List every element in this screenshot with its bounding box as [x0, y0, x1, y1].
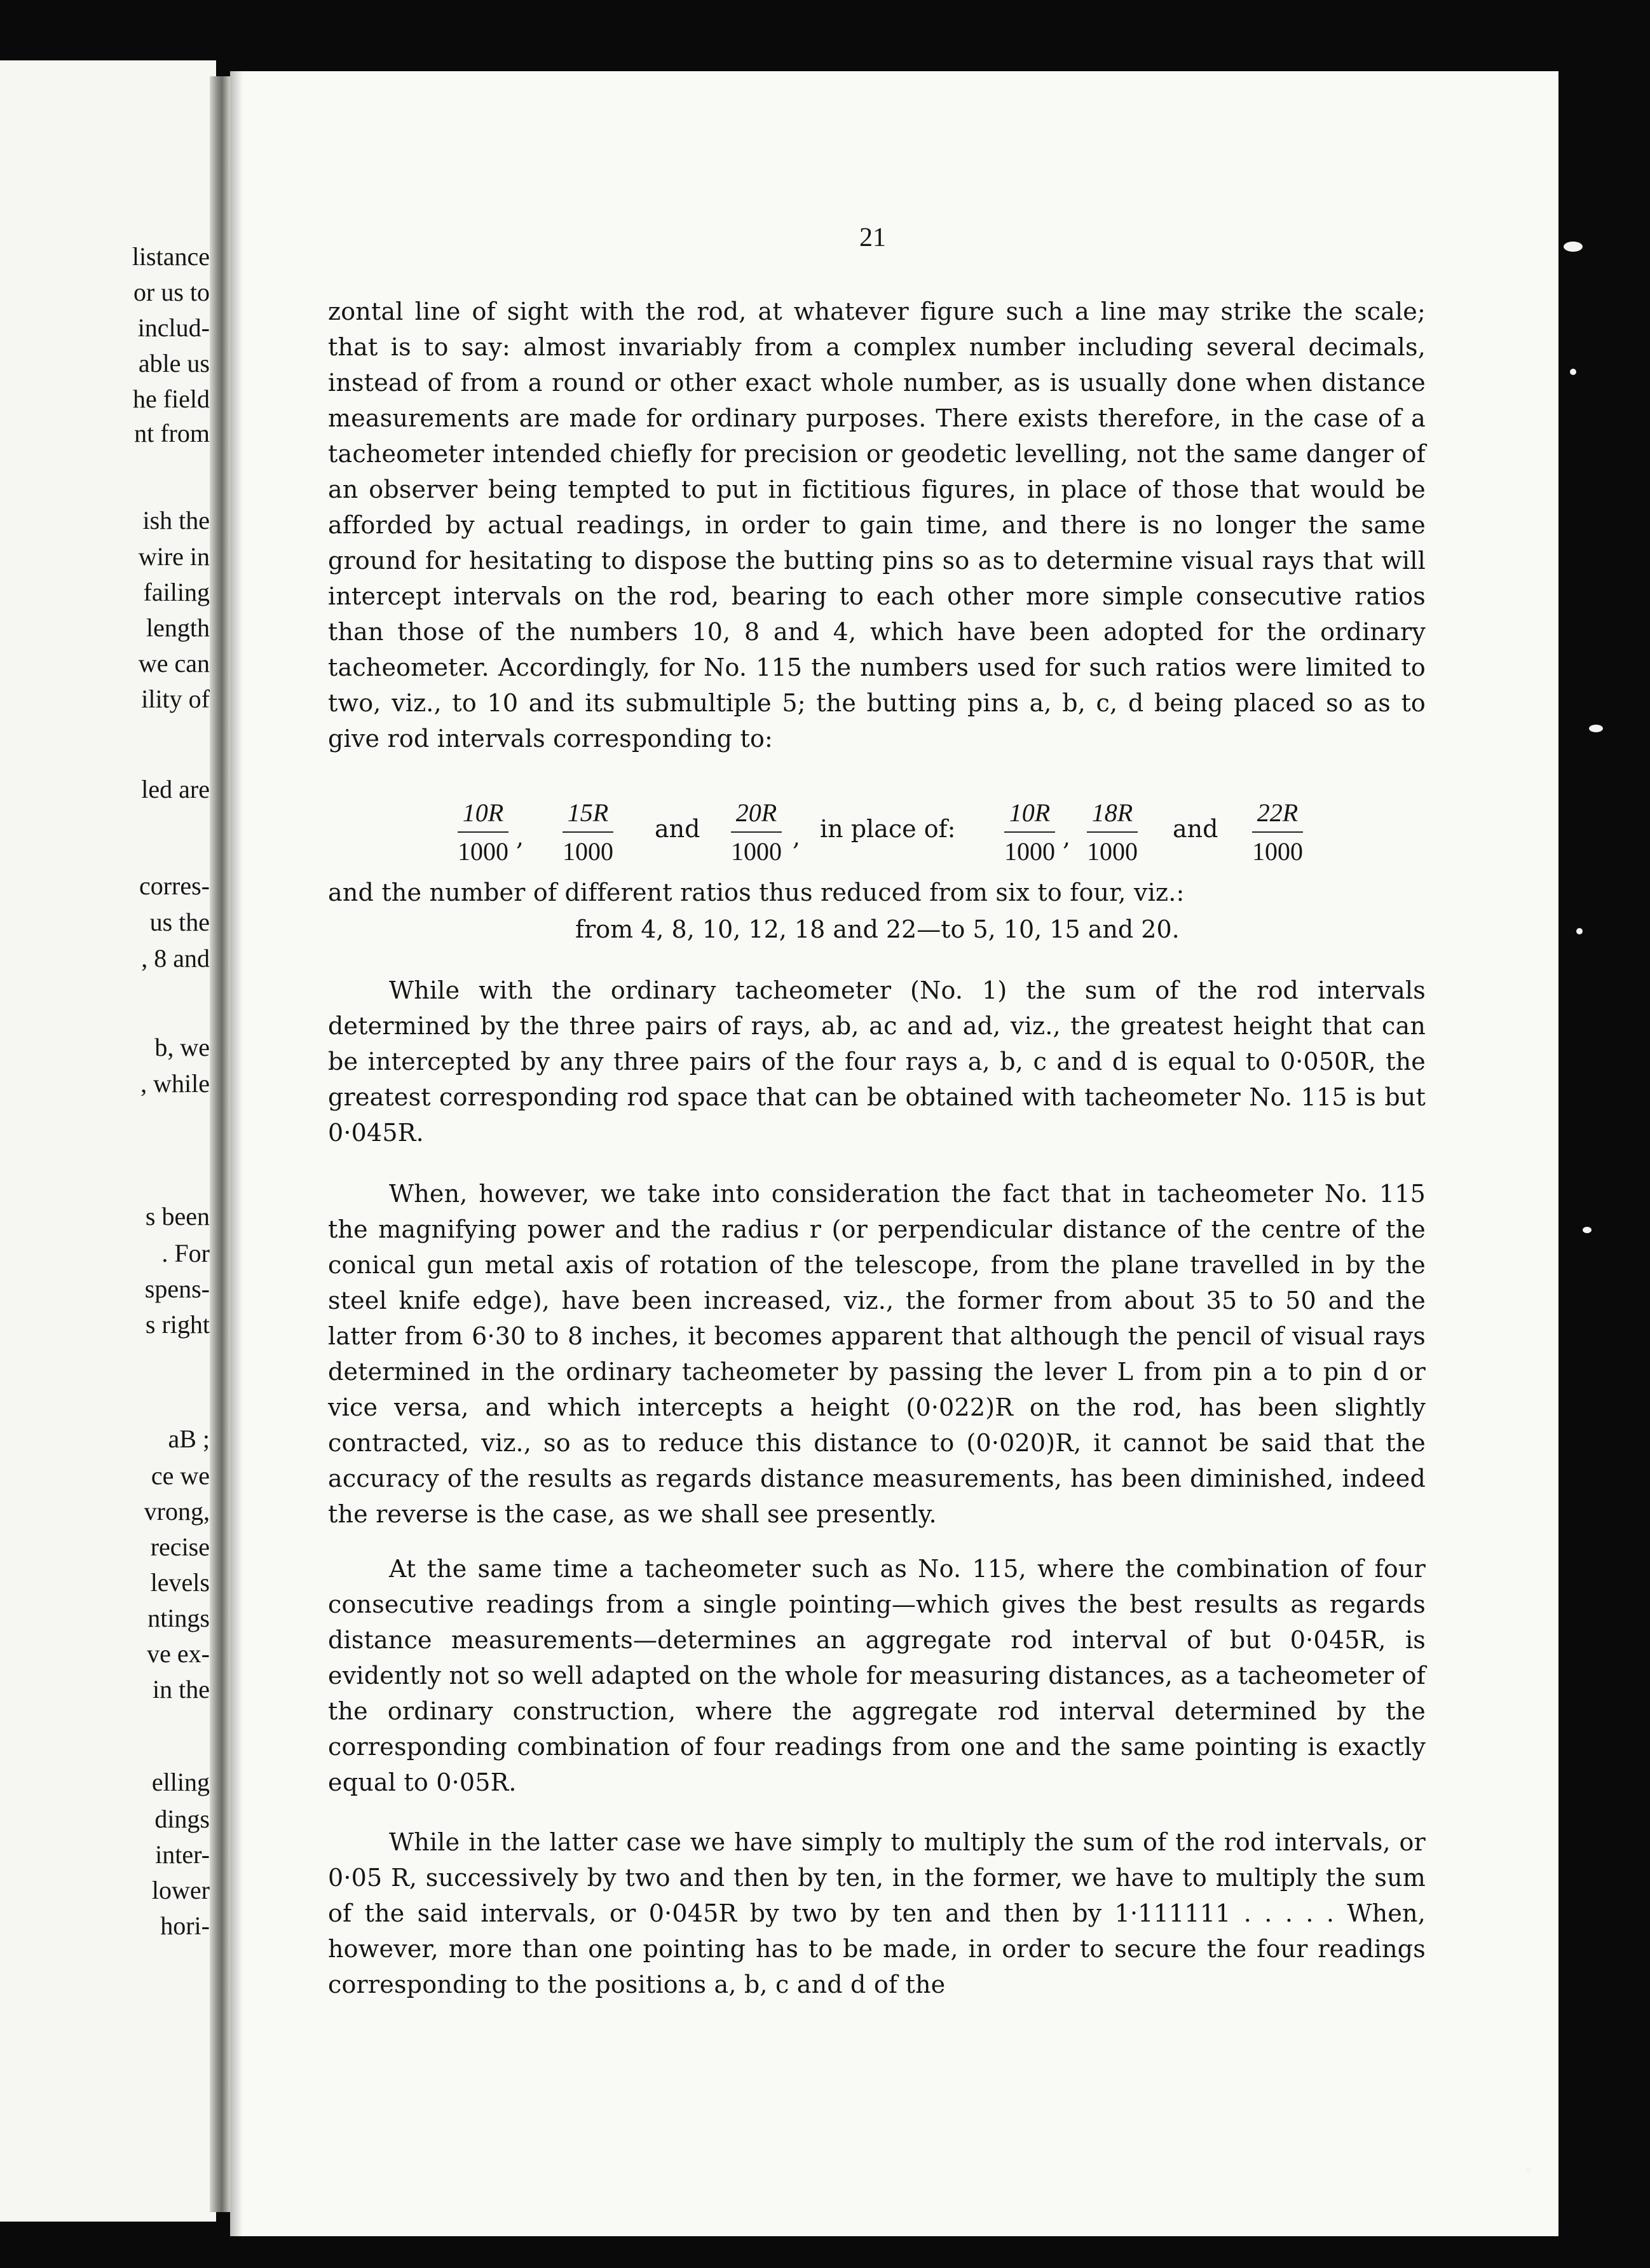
fraction-comma: , — [516, 823, 524, 851]
fraction-numerator: 18R — [1087, 798, 1138, 833]
left-page-fragment: ish the — [142, 506, 210, 535]
left-page-fragment: elling — [151, 1768, 210, 1796]
left-page-fragment: spens- — [144, 1274, 210, 1303]
left-page-fragment: or us to — [133, 278, 210, 306]
left-page-fragment: hori- — [160, 1911, 210, 1940]
paragraph-4: When, however, we take into consideration the fact that in tacheometer No. 115 the magnifying power and the radius r (or perpendicular distance of the centre of the conical gun metal axis of rotation of the telescope, from the plane travelled in by the steel knife edge), have been increased, viz., the former from about 35 to 50 and the latter from 6·30 to 8 inches, it becomes apparent that although the pencil of visual rays determined in the ordinary tacheometer by passing the lever L from pin a to pin d or vice versa, and which intercepts a height (0·022)R on the rod, has been slightly contracted, viz., so as to reduce this distance to (0·020)R, it cannot be said that the accuracy of the results as regards distance measurements, has been diminished, indeed the reverse is the case, as we shall see presently. — [328, 1180, 1426, 1528]
fraction-18r — [1087, 798, 1138, 866]
in-place-of-text: in place of: — [820, 815, 956, 843]
left-page-fragment: lower — [151, 1876, 210, 1904]
left-page-fragment: ntings — [147, 1604, 210, 1632]
left-page-fragment: , 8 and — [141, 944, 210, 973]
fraction-denominator: 1000 — [1087, 837, 1138, 866]
page-speck — [1525, 2168, 1532, 2173]
fraction-denominator: 1000 — [1252, 837, 1303, 866]
fraction-denominator: 1000 — [1004, 837, 1055, 866]
fraction-denominator: 1000 — [731, 837, 782, 866]
fraction-10r — [458, 798, 508, 866]
left-page-fragment: listance — [132, 242, 210, 271]
left-page-fragment: , while — [140, 1069, 210, 1098]
left-page-fragment: failing — [143, 578, 210, 606]
left-page-fragment: includ- — [137, 313, 210, 342]
left-page-fragment: b, we — [154, 1033, 210, 1062]
left-page-fragment: inter- — [155, 1840, 210, 1869]
paragraph-2: and the number of different ratios thus reduced from six to four, viz.: — [328, 878, 1185, 906]
fraction-numerator: 20R — [731, 798, 782, 833]
fraction-numerator: 10R — [1004, 798, 1055, 833]
left-page-fragment: vrong, — [144, 1497, 210, 1526]
page-speck — [1583, 1227, 1592, 1233]
page-speck — [1570, 369, 1576, 375]
left-page-fragment: corres- — [139, 871, 210, 900]
left-page-fragment: . For — [161, 1239, 210, 1267]
paragraph-3: While with the ordinary tacheometer (No. 1) the sum of the rod intervals determined by the three pairs of rays, ab, ac and ad, viz., the greatest height that can be intercepted by any three pairs of the four rays a, b, c and d is equal to 0·050R, the greatest corresponding rod space that can be obtained with tacheometer No. 115 is but 0·045R. — [328, 976, 1426, 1147]
fraction-denominator: 1000 — [562, 837, 613, 866]
paragraph-1: zontal line of sight with the rod, at whatever figure such a line may strike the scale; that is to say: almost invariably from a complex number including several decimals, instead of from a round or other exact whole number, as is usually done when distance measurements are made for ordinary purposes. There exists therefore, in the case of a tacheometer intended chiefly for precision or geodetic levelling, not the same danger of an observer being tempted to put in fictitious figures, in place of those that would be afforded by actual readings, in order to gain time, and there is no longer the same ground for hesitating to dispose the butting pins so as to determine visual rays that will intercept intervals on the rod, bearing to each other more simple consecutive ratios than those of the numbers 10, 8 and 4, which have been adopted for the ordinary tacheometer. Accordingly, for No. 115 the numbers used for such ratios were limited to two, viz., to 10 and its submultiple 5; the butting pins a, b, c, d being placed so as to give rod intervals corresponding to: — [328, 297, 1426, 753]
page-number: 21 — [859, 223, 886, 252]
left-page-fragment: ce we — [151, 1461, 210, 1490]
fraction-comma: , — [793, 823, 801, 851]
fraction-numerator: 10R — [458, 798, 508, 833]
and-word: and — [655, 815, 700, 843]
fraction-numerator: 15R — [562, 798, 613, 833]
left-page-fragment: ve ex- — [147, 1639, 210, 1668]
left-page-fragment: aB ; — [168, 1424, 210, 1453]
left-page-fragment: length — [146, 613, 210, 642]
left-page-fragment: us the — [149, 908, 210, 936]
spine-shadow — [230, 71, 243, 2236]
left-page-fragment: nt from — [134, 419, 210, 447]
page-speck — [1564, 242, 1583, 252]
fraction-comma: , — [1063, 823, 1071, 851]
paragraph-5: At the same time a tacheometer such as No. 115, where the combination of four consecutive readings from a single pointing—which gives the best results as regards distance measurements—determines an aggregate rod interval of but 0·045R, is evidently not so well adapted on the whole for measuring distances, as a tacheometer of the ordinary construction, where the aggregate rod interval determined by the corresponding combination of four readings from one and the same pointing is exactly equal to 0·05R. — [328, 1555, 1426, 1796]
fraction-numerator: 22R — [1252, 798, 1303, 833]
page-speck — [1576, 928, 1583, 934]
left-page-fragment: he field — [132, 385, 210, 413]
paragraph-6: While in the latter case we have simply to multiply the sum of the rod intervals, or 0·05 R, successively by two and then by ten, in the former, we have to multiply the sum of the said intervals, or 0·045R by two by ten and then by 1·111111 . . . . . When, however, more than one pointing has to be made, in order to secure the four readings corresponding to the positions a, b, c and d of the — [328, 1828, 1426, 1998]
fraction-22r — [1252, 798, 1303, 866]
fraction-20r — [731, 798, 782, 866]
left-page-fragment: wire in — [138, 542, 210, 571]
left-page-fragment: able us — [138, 349, 210, 378]
left-page-fragment: in the — [153, 1675, 210, 1704]
left-page-fragment: led are — [141, 775, 210, 803]
fraction-denominator: 1000 — [458, 837, 508, 866]
fraction-equation — [458, 798, 1347, 868]
left-page-fragment: ility of — [141, 685, 210, 713]
book-gutter — [210, 76, 230, 2212]
left-page-fragment: levels — [150, 1568, 210, 1597]
left-page-fragment: s right — [145, 1310, 210, 1339]
left-page — [0, 60, 216, 2222]
fraction-15r — [562, 798, 613, 866]
left-page-fragment: s been — [145, 1202, 210, 1231]
left-page-fragment: recise — [150, 1533, 210, 1561]
page-speck — [1589, 725, 1603, 732]
and-word: and — [1173, 815, 1218, 843]
ratio-line: from 4, 8, 10, 12, 18 and 22—to 5, 10, 15 and 20. — [575, 915, 1180, 943]
fraction-10r-alt — [1004, 798, 1055, 866]
left-page-fragment: dings — [154, 1805, 210, 1833]
left-page-fragment: we can — [138, 649, 210, 678]
